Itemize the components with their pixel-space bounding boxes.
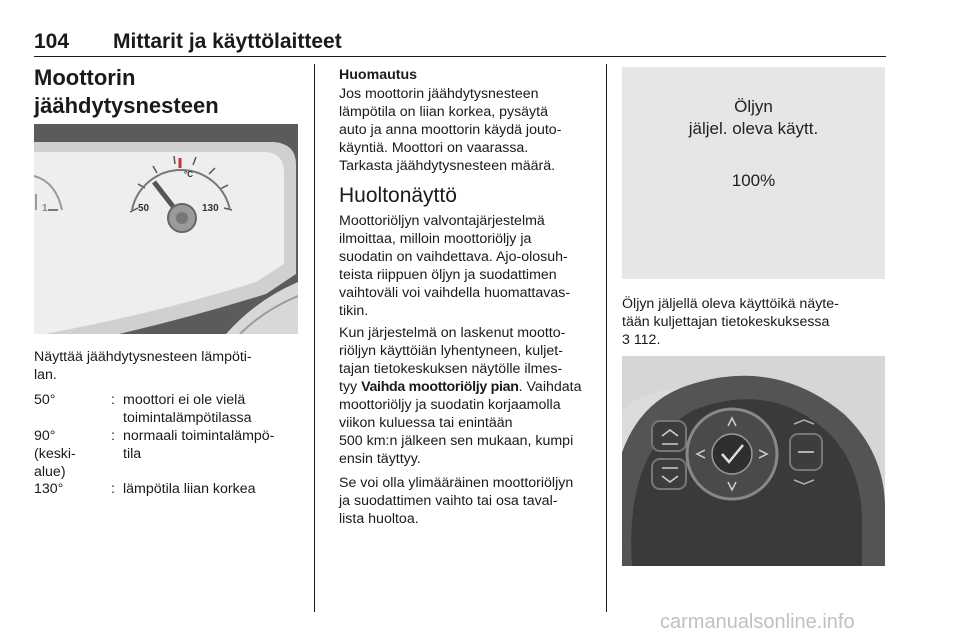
steering-controls-illustration [622, 356, 885, 566]
caption-line: lan. [34, 367, 57, 383]
paragraph-line: moottoriöljy ja suodatin korjaamolla [339, 397, 561, 413]
spec-key-line: (keski- [34, 446, 76, 462]
steering-wheel-controls-photo [622, 356, 885, 566]
spec-key: 130° [34, 481, 64, 497]
caption-line [622, 331, 886, 349]
column-divider-1 [314, 64, 315, 612]
note-line: käyntiä. Moottori on vaarassa. [339, 140, 529, 156]
paragraph-line: lista huoltoa. [339, 511, 419, 527]
paragraph-line: ilmoittaa, milloin moottoriöljy ja [339, 231, 532, 247]
coolant-gauge-photo [34, 124, 298, 334]
display-value: 100% [731, 171, 776, 190]
spec-colon: : [111, 392, 115, 408]
paragraph-line: riöljyn käyttöiän lyhentyneen, kuljet- [339, 343, 563, 359]
spec-row-90 [34, 427, 304, 481]
paragraph-line: tikin. [339, 303, 369, 319]
paragraph-line: Moottoriöljyn valvontajärjestelmä [339, 213, 545, 229]
change-oil-message: Vaihda moottoriöljy pian [361, 379, 519, 395]
spec-colon: : [111, 428, 115, 444]
footer-watermark: carmanualsonline.info [660, 611, 855, 633]
spec-row-130 [34, 480, 304, 498]
gauge-label-130: 130 [202, 203, 219, 214]
spec-colon: : [111, 481, 115, 497]
paragraph-line: ja suodattimen vaihto tai osa taval- [339, 493, 558, 509]
caption-line: Näyttää jäähdytysnesteen lämpöti- [34, 349, 252, 365]
spec-value [123, 427, 303, 463]
header-rule [34, 56, 886, 57]
caption-line: tään kuljettajan tietokeskuksessa [622, 314, 830, 330]
note-heading: Huomautus [339, 67, 418, 83]
oil-life-caption [622, 295, 886, 349]
note-line: Jos moottorin jäähdytysnesteen [339, 86, 539, 102]
spec-row-50 [34, 391, 304, 427]
gauge-label-50: 50 [138, 203, 150, 214]
display-line-1: Öljyn [734, 97, 773, 116]
gauge-unit-label: °C [184, 170, 193, 179]
display-line-2: jäljel. oleva käytt. [688, 119, 819, 138]
paragraph-line: viikon kuluessa tai enintään [339, 415, 513, 431]
paragraph-line: ensin täyttyy. [339, 451, 421, 467]
spec-value-line: toimintalämpötilassa [123, 410, 252, 426]
paragraph-line: teista riippuen öljyn ja suodattimen [339, 267, 557, 283]
note-line: Tarkasta jäähdytysnesteen määrä. [339, 158, 556, 174]
spec-key [34, 427, 94, 481]
service-paragraph-1 [339, 212, 601, 320]
caption-line: Öljyn jäljellä oleva käyttöikä näyte- [622, 296, 839, 312]
note-body [339, 85, 599, 175]
spec-value [123, 391, 303, 427]
paragraph-line: tajan tietokeskuksen näytölle ilmes- [339, 361, 563, 377]
spec-value-line: lämpötila liian korkea [123, 481, 256, 497]
service-paragraph-2 [339, 324, 601, 468]
paragraph-line: Kun järjestelmä on laskenut mootto- [339, 325, 566, 341]
inline-text: tyy [339, 379, 362, 395]
paragraph-line: 500 km:n jälkeen sen mukaan, kumpi [339, 433, 574, 449]
spec-value-line: tila [123, 446, 142, 462]
spec-value-line: normaali toimintalämpö- [123, 428, 275, 444]
coolant-caption [34, 348, 304, 384]
section-title-service-display: Huoltonäyttö [339, 184, 457, 207]
column-divider-2 [606, 64, 607, 612]
page-reference-link[interactable]: 112. [629, 332, 661, 348]
spec-value [123, 480, 303, 498]
inline-text: . Vaihdata [518, 379, 582, 395]
paragraph-line: suodatin on vaihdettava. Ajo-olosuh- [339, 249, 568, 265]
note-line: lämpötila on liian korkea, pysäytä [339, 104, 548, 120]
paragraph-line [339, 378, 601, 396]
page-number: 104 [34, 30, 70, 53]
spec-key-line: 90° [34, 428, 56, 444]
spec-key-line: alue) [34, 464, 66, 480]
note-line: auto ja anna moottorin käydä jouto- [339, 122, 562, 138]
spec-key: 50° [34, 392, 56, 408]
page-header-title: Mittarit ja käyttölaitteet [113, 30, 342, 53]
gauge-illustration [34, 124, 298, 334]
oil-life-display [622, 67, 885, 279]
paragraph-line: vaihtoväli voi vaihdella huomattavas- [339, 285, 571, 301]
paragraph-line: Se voi olla ylimääräinen moottoriöljyn [339, 475, 574, 491]
arrow-reference-icon: 3 [622, 332, 630, 348]
section-title-coolant-gauge: Moottorin jäähdytysnesteen [34, 65, 219, 118]
service-paragraph-3 [339, 474, 601, 528]
gauge-label-left: 1 [42, 203, 48, 214]
spec-value-line: moottori ei ole vielä [123, 392, 246, 408]
